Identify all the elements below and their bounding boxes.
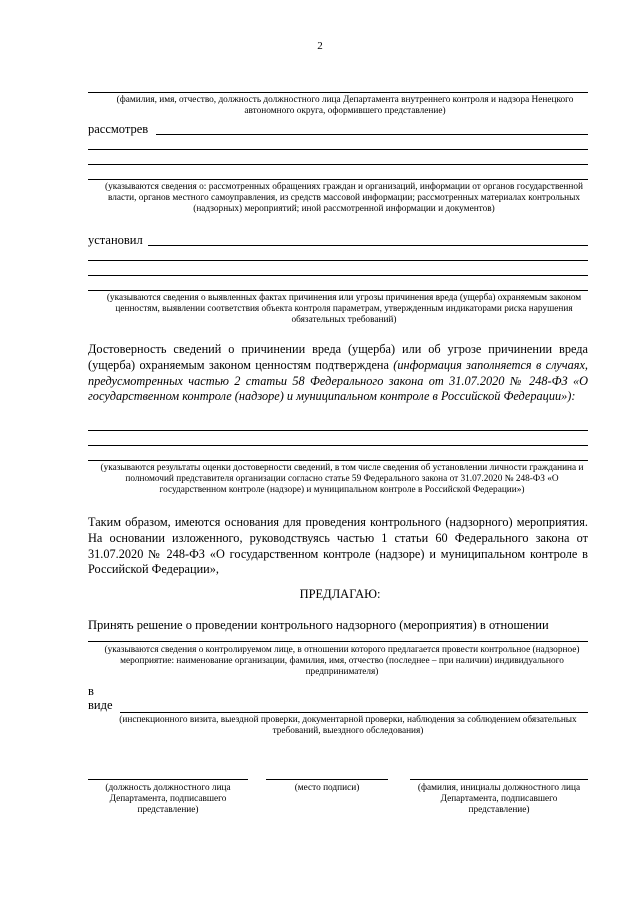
note-established: (указываются сведения о выявленных фактах причинения или угрозы причинения вреда (ущерба) охраняемым законом ценностям, выявлении соответствия объекта контроля параметрам, утвержденным индикаторами риска нарушения обязательных требований) — [106, 293, 582, 325]
propose-heading: ПРЕДЛАГАЮ: — [299, 587, 381, 601]
reviewed-line-1 — [156, 134, 588, 135]
decision-text: Принять решение о проведении контрольного надзорного (мероприятия) в отношении — [88, 618, 549, 632]
established-line-2 — [88, 260, 588, 261]
sig-position: (должность должностного лица Департамента, подписавшего представление) — [105, 783, 231, 815]
sig-position-line — [88, 779, 248, 780]
reliability-line-2 — [88, 445, 588, 446]
form-line — [120, 712, 588, 713]
reliability-line-3 — [88, 460, 588, 461]
note-reviewed: (указываются сведения о: рассмотренных обращениях граждан и организаций, информации от органов государственной власти, органов местного самоуправления, из средств массовой информации; рассмотренных материалах контрольных (надзорных) мероприятий; иной рассмотренной информации и документов) — [104, 182, 583, 214]
established-line-4 — [88, 290, 588, 291]
reviewed-line-2 — [88, 149, 588, 150]
official-line — [88, 92, 588, 93]
note-official: (фамилия, имя, отчество, должность должностного лица Департамента внутреннего контроля и надзора Ненецкого автономного округа, оформившего представление) — [116, 95, 574, 116]
grounds-paragraph: Таким образом, имеются основания для проведения контрольного (надзорного) мероприятия. На основании изложенного, руководствуясь частью 1 статьи 60 Федерального закона от 31.07.2020 № 248-ФЗ «О государственном контроле (надзоре) и муниципальном контроле в Российской Федерации», — [88, 515, 588, 577]
note-reliability: (указываются результаты оценки достоверности сведений, в том числе сведения об установлении личности гражданина и полномочий представителя организации согласно статье 59 Федерального закона от 31.07.2020 № 248-ФЗ «О государственном контроле (надзоре) и муниципальном контроле в Российской Федерации») — [100, 463, 584, 495]
label-in-form-2: виде — [88, 698, 113, 712]
reliability-text: Достоверность сведений о причинении вреда (ущерба) или об угрозе причинении вреда (ущерба) охраняемым законом ценностям подтверждена — [88, 342, 588, 372]
sig-name: (фамилия, инициалы должностного лица Департамента, подписавшего представление) — [417, 783, 581, 815]
note-form: (инспекционного визита, выездной проверки, документарной проверки, наблюдения за соблюдением обязательных требований, выездного обследования) — [119, 715, 577, 736]
label-reviewed: рассмотрев — [88, 122, 149, 136]
label-established: установил — [88, 233, 143, 247]
sig-place-line — [266, 779, 388, 780]
reliability-italic: (информация заполняется в случаях, предусмотренных частью 2 статьи 58 Федерального закона от 31.07.2020 № 248-ФЗ «О государственном контроле (надзоре) и муниципальном контроле в Российской Федерации»): — [88, 357, 588, 404]
sig-name-line — [410, 779, 588, 780]
established-line-1 — [148, 245, 588, 246]
label-in-form-1: в — [88, 684, 94, 698]
established-line-3 — [88, 275, 588, 276]
sig-place: (место подписи) — [294, 783, 360, 793]
controlled-line — [88, 641, 588, 642]
reviewed-line-4 — [88, 179, 588, 180]
page-number: 2 — [317, 40, 323, 52]
reliability-line-1 — [88, 430, 588, 431]
note-controlled: (указываются сведения о контролируемом лице, в отношении которого предлагается провести контрольное (надзорное) мероприятие: наименование организации, фамилия, имя, отчество (последнее – при наличии) индивидуального предпринимателя) — [104, 645, 580, 677]
reviewed-line-3 — [88, 164, 588, 165]
reliability-paragraph — [88, 342, 588, 405]
